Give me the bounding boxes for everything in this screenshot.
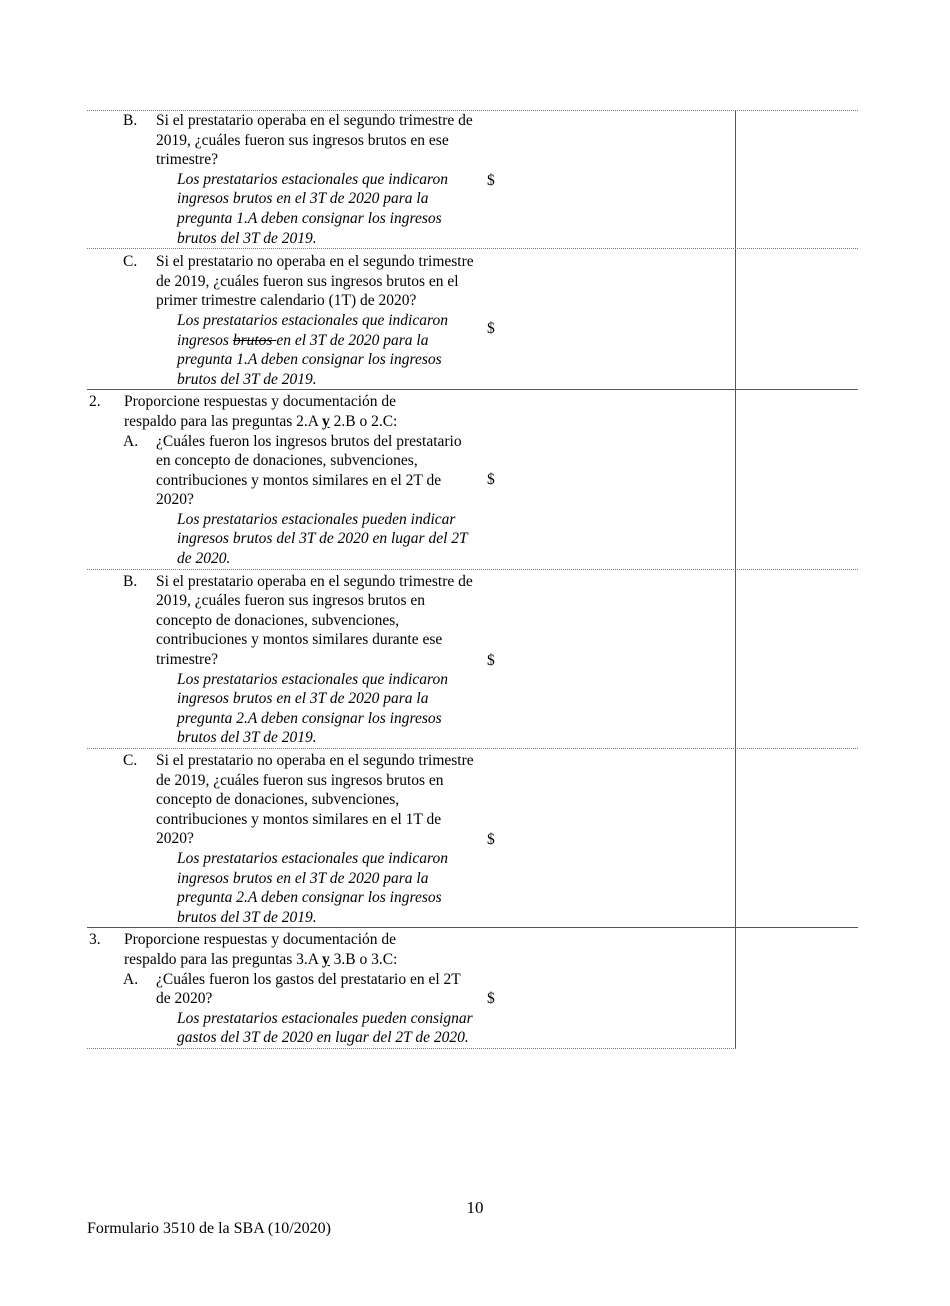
question-cell	[87, 928, 485, 1048]
item-letter: B.	[123, 572, 138, 590]
item-letter: A.	[123, 970, 139, 988]
question-intro	[124, 930, 434, 969]
question-cell	[87, 570, 485, 748]
question-cell	[87, 390, 485, 568]
questions-table	[87, 110, 858, 1049]
dollar-sign: $	[487, 651, 495, 669]
item-note	[87, 311, 485, 389]
intro-text-after: 3.B o 3.C:	[329, 950, 398, 968]
amount-cell[interactable]	[485, 749, 736, 927]
intro-text-before: Proporcione respuestas y documentación de respaldo para las preguntas 2.A	[124, 393, 397, 430]
item-text: Si el prestatario operaba en el segundo trimestre de 2019, ¿cuáles fueron sus ingresos brutos en ese trimestre?	[156, 112, 473, 169]
page-number: 10	[466, 1198, 484, 1217]
dollar-sign: $	[487, 471, 495, 489]
dollar-sign: $	[487, 172, 495, 189]
table-row	[87, 749, 858, 928]
table-row	[87, 570, 858, 749]
item-note: Los prestatarios estacionales que indicaron ingresos brutos en el 3T de 2020 para la pregunta 2.A deben consignar los ingresos brutos del 3T de 2019.	[177, 670, 448, 747]
intro-y: y	[322, 412, 330, 430]
question-number: 2.	[89, 393, 101, 411]
intro-y: y	[322, 950, 330, 968]
question-number: 3.	[89, 931, 101, 949]
item-letter: A.	[123, 432, 139, 450]
item-note: Los prestatarios estacionales que indicaron ingresos brutos en el 3T de 2020 para la pregunta 2.A deben consignar los ingresos brutos del 3T de 2019.	[177, 849, 448, 926]
dollar-sign: $	[487, 831, 495, 848]
item-note: Los prestatarios estacionales pueden indicar ingresos brutos del 3T de 2020 en lugar del 2T de 2020.	[177, 510, 468, 568]
item-text: ¿Cuáles fueron los gastos del prestatario en el 2T de 2020?	[156, 970, 461, 1008]
dollar-sign: $	[487, 990, 495, 1008]
extra-cell[interactable]	[736, 390, 858, 568]
item-note: Los prestatarios estacionales pueden consignar gastos del 3T de 2020 en lugar del 2T de 2020.	[177, 1009, 473, 1047]
item-text: Si el prestatario no operaba en el segundo trimestre de 2019, ¿cuáles fueron sus ingresos brutos en el primer trimestre calendario (1T) de 2020?	[156, 253, 474, 310]
amount-cell[interactable]	[485, 390, 736, 568]
amount-cell[interactable]	[485, 111, 736, 248]
item-text: ¿Cuáles fueron los ingresos brutos del prestatario en concepto de donaciones, subvenciones, contribuciones y montos similares en el 2T de 2020?	[156, 432, 462, 509]
question-cell	[87, 111, 485, 248]
question-cell	[87, 249, 485, 389]
item-letter: B.	[123, 112, 138, 129]
table-row	[87, 110, 858, 249]
question-intro	[124, 392, 434, 431]
table-row	[87, 928, 736, 1049]
extra-cell[interactable]	[736, 570, 858, 748]
amount-cell[interactable]	[485, 249, 736, 389]
dollar-sign: $	[487, 320, 495, 338]
intro-text-before: Proporcione respuestas y documentación de respaldo para las preguntas 3.A	[124, 931, 397, 968]
note-strikethrough: brutos	[232, 331, 277, 349]
table-row	[87, 390, 858, 569]
amount-cell[interactable]	[485, 928, 736, 1048]
form-footer: Formulario 3510 de la SBA (10/2020)	[87, 1220, 331, 1237]
extra-cell[interactable]	[736, 749, 858, 927]
question-cell	[87, 749, 485, 927]
item-note: Los prestatarios estacionales que indicaron ingresos brutos en el 3T de 2020 para la pregunta 1.A deben consignar los ingresos brutos del 3T de 2019.	[177, 170, 448, 247]
note-text-after: en el 3T de 2020 para la pregunta 1.A deben consignar los ingresos brutos del 3T de 2019.	[177, 331, 442, 388]
item-text: Si el prestatario operaba en el segundo trimestre de 2019, ¿cuáles fueron sus ingresos brutos en concepto de donaciones, subvenciones, contribuciones y montos similares durante ese trimestre?	[156, 572, 473, 669]
item-letter: C.	[123, 752, 138, 769]
extra-cell[interactable]	[736, 249, 858, 389]
extra-cell[interactable]	[736, 111, 858, 248]
table-row	[87, 249, 858, 390]
intro-text-after: 2.B o 2.C:	[329, 412, 398, 430]
amount-cell[interactable]	[485, 570, 736, 748]
item-letter: C.	[123, 253, 138, 271]
item-text: Si el prestatario no operaba en el segundo trimestre de 2019, ¿cuáles fueron sus ingresos brutos en concepto de donaciones, subvenciones, contribuciones y montos similares en el 1T de 2020?	[156, 752, 474, 848]
note-text-before: Los prestatarios estacionales que indicaron ingresos	[177, 311, 448, 349]
